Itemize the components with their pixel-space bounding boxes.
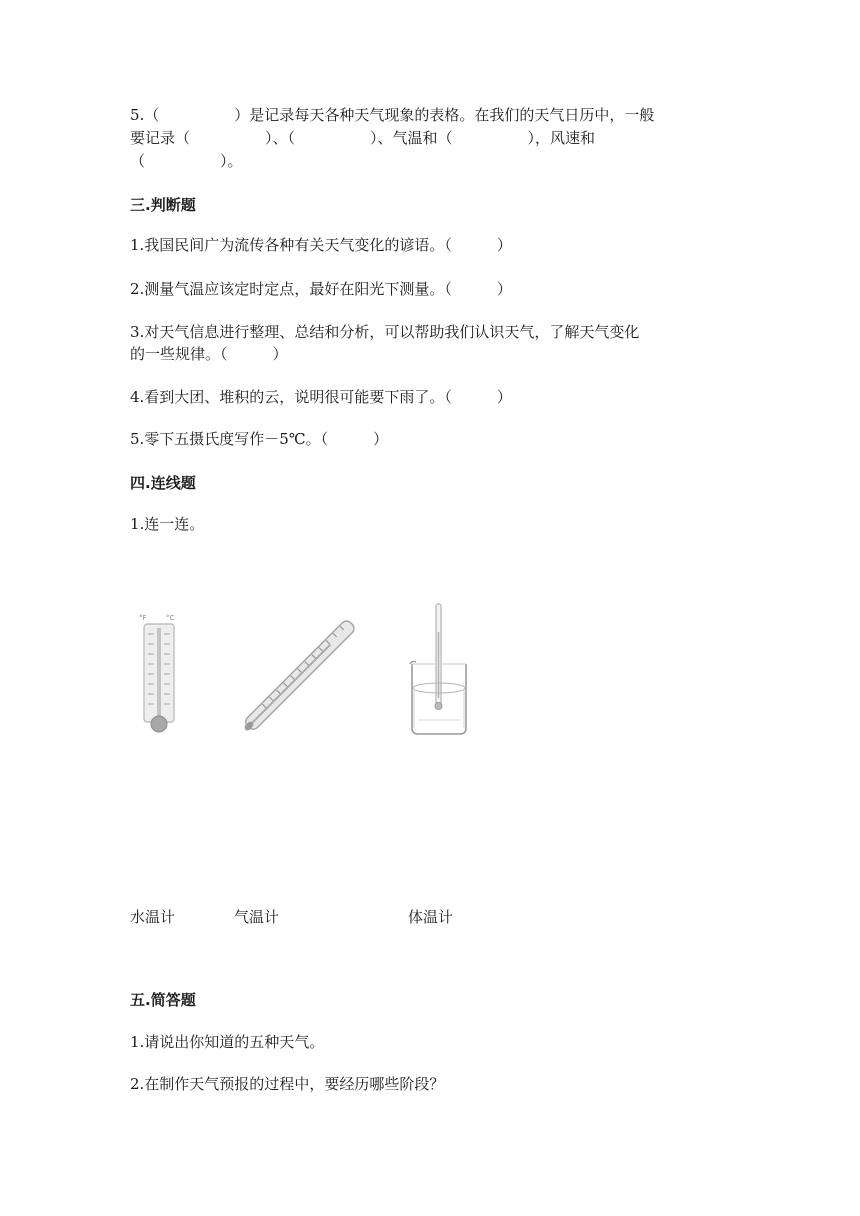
short-answer-q1: 1.请说出你知道的五种天气。: [130, 1033, 325, 1051]
fill-blank-q5-line3: （ ）。: [130, 152, 243, 170]
svg-text:°C: °C: [166, 614, 175, 622]
fill-blank-q5-line1: 5.（ ）是记录每天各种天气现象的表格。在我们的天气日历中，一般: [130, 106, 655, 124]
match-q1: 1.连一连。: [130, 515, 205, 533]
wall-thermometer-icon: [136, 612, 182, 736]
fill-blank-q5-line2: 要记录（ ）、（ ）、气温和（ ），风速和: [130, 129, 596, 147]
short-answer-q2: 2.在制作天气预报的过程中，要经历哪些阶段？: [130, 1075, 445, 1093]
svg-text:°F: °F: [139, 614, 147, 622]
beaker-thermometer-icon: [404, 602, 474, 738]
clinical-thermometer-icon: [236, 606, 368, 740]
judge-q5: 5.零下五摄氏度写作－5℃。（ ）: [130, 430, 389, 448]
judge-q3-line1: 3.对天气信息进行整理、总结和分析，可以帮助我们认识天气，了解天气变化: [130, 323, 640, 341]
match-label-air-thermometer: 气温计: [234, 908, 280, 926]
judge-q4: 4.看到大团、堆积的云，说明很可能要下雨了。（ ）: [130, 388, 512, 406]
judge-heading: 三.判断题: [130, 196, 196, 214]
match-label-body-thermometer: 体温计: [408, 908, 454, 926]
judge-q1: 1.我国民间广为流传各种有关天气变化的谚语。（ ）: [130, 236, 512, 254]
match-label-water-thermometer: 水温计: [130, 908, 176, 926]
match-heading: 四.连线题: [130, 474, 196, 492]
short-answer-heading: 五.简答题: [130, 991, 196, 1009]
judge-q3-line2: 的一些规律。（ ）: [130, 345, 288, 363]
judge-q2: 2.测量气温应该定时定点，最好在阳光下测量。（ ）: [130, 280, 512, 298]
